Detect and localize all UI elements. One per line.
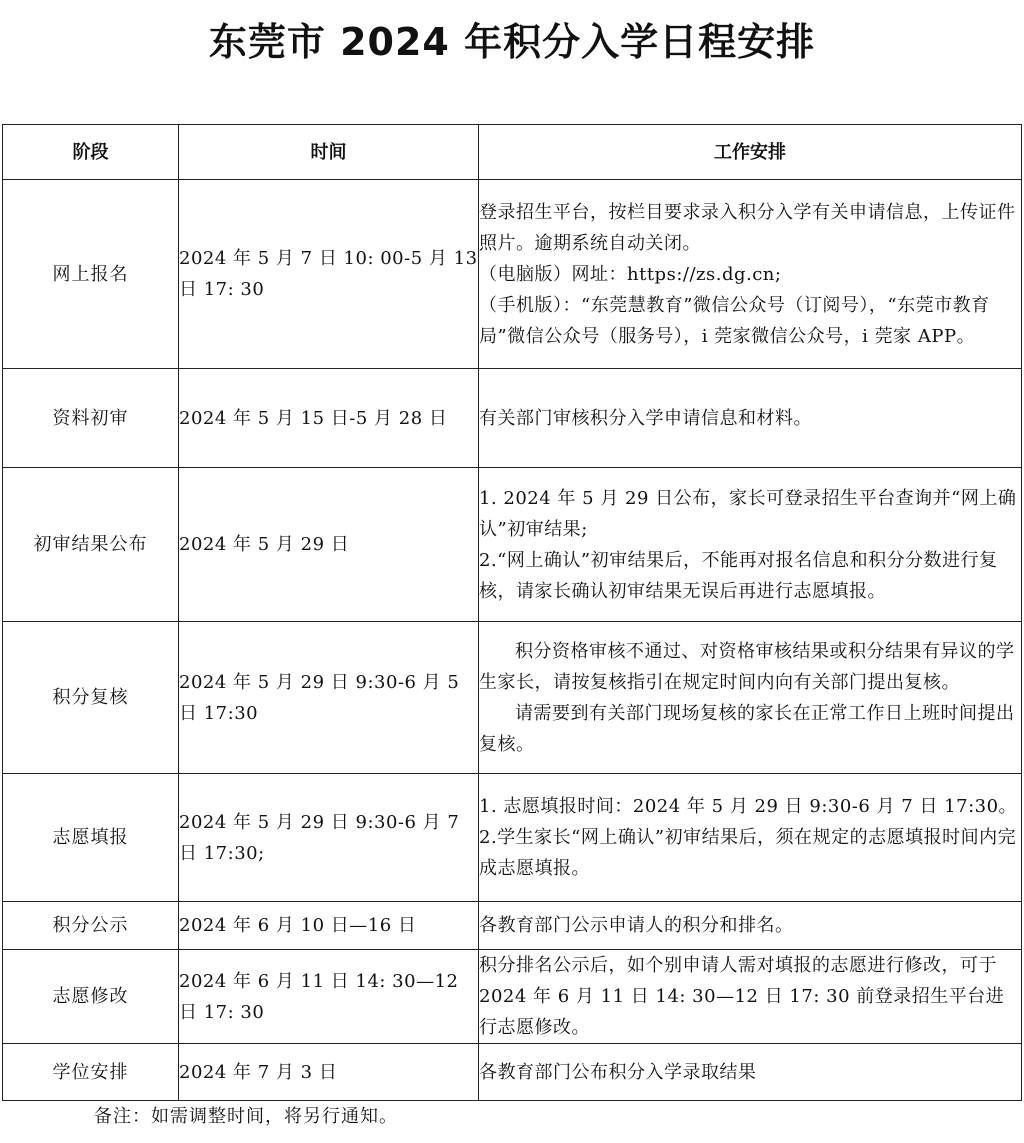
table-row	[3, 950, 1022, 1044]
work-paragraph: 2.学生家长“网上确认”初审结果后，须在规定的志愿填报时间内完成志愿填报。	[479, 827, 1017, 879]
work-paragraph: 有关部门审核积分入学申请信息和材料。	[479, 407, 812, 429]
work-paragraph: 各教育部门公布积分入学录取结果	[479, 1061, 757, 1083]
stage-cell: 学位安排	[3, 1044, 179, 1101]
stage-cell: 网上报名	[3, 180, 179, 369]
table-row	[3, 622, 1022, 774]
table-row	[3, 774, 1022, 902]
work-cell	[479, 622, 1022, 774]
work-paragraph: 请需要到有关部门现场复核的家长在正常工作日上班时间提出复核。	[479, 702, 1015, 755]
table-row	[3, 1044, 1022, 1101]
work-paragraph: 1. 2024 年 5 月 29 日公布，家长可登录招生平台查询并“网上确认”初审结果;	[479, 487, 1017, 540]
stage-cell: 积分公示	[3, 902, 179, 950]
time-cell: 2024 年 6 月 11 日 14: 30—12 日 17: 30	[179, 950, 479, 1044]
time-cell: 2024 年 5 月 15 日-5 月 28 日	[179, 369, 479, 468]
schedule-table	[2, 124, 1022, 1101]
work-paragraph: 1. 志愿填报时间：2024 年 5 月 29 日 9:30-6 月 7 日 17:30。	[479, 796, 1018, 817]
work-cell	[479, 950, 1022, 1044]
work-cell	[479, 180, 1022, 369]
table-row	[3, 369, 1022, 468]
work-paragraph: （电脑版）网址：https://zs.dg.cn;	[479, 263, 782, 285]
table-row	[3, 468, 1022, 622]
stage-cell: 积分复核	[3, 622, 179, 774]
time-cell: 2024 年 6 月 10 日—16 日	[179, 902, 479, 950]
time-cell: 2024 年 5 月 29 日	[179, 468, 479, 622]
table-header-row	[3, 125, 1022, 180]
work-paragraph: 积分排名公示后，如个别申请人需对填报的志愿进行修改，可于 2024 年 6 月 11 日 14: 30—12 日 17: 30 前登录招生平台进行志愿修改。	[479, 955, 1005, 1038]
header-work: 工作安排	[479, 125, 1022, 180]
work-paragraph: 2.“网上确认”初审结果后，不能再对报名信息和积分分数进行复核，请家长确认初审结果无误后再进行志愿填报。	[479, 549, 998, 602]
time-cell: 2024 年 5 月 7 日 10: 00-5 月 13 日 17: 30	[179, 180, 479, 369]
work-paragraph: 各教育部门公示申请人的积分和排名。	[479, 915, 794, 936]
work-cell	[479, 1044, 1022, 1101]
work-cell	[479, 369, 1022, 468]
work-paragraph: 积分资格审核不通过、对资格审核结果或积分结果有异议的学生家长，请按复核指引在规定时间内向有关部门提出复核。	[479, 640, 1015, 693]
time-cell: 2024 年 5 月 29 日 9:30-6 月 5 日 17:30	[179, 622, 479, 774]
work-paragraph: 登录招生平台，按栏目要求录入积分入学有关申请信息，上传证件照片。逾期系统自动关闭。	[479, 201, 1016, 254]
table-row	[3, 180, 1022, 369]
work-cell	[479, 902, 1022, 950]
time-cell: 2024 年 5 月 29 日 9:30-6 月 7 日 17:30;	[179, 774, 479, 902]
work-cell	[479, 468, 1022, 622]
work-cell	[479, 774, 1022, 902]
stage-cell: 资料初审	[3, 369, 179, 468]
header-time: 时间	[179, 125, 479, 180]
footnote: 备注：如需调整时间，将另行通知。	[94, 1106, 398, 1127]
stage-cell: 初审结果公布	[3, 468, 179, 622]
page-title: 东莞市 2024 年积分入学日程安排	[208, 20, 816, 64]
stage-cell: 志愿修改	[3, 950, 179, 1044]
stage-cell: 志愿填报	[3, 774, 179, 902]
time-cell: 2024 年 7 月 3 日	[179, 1044, 479, 1101]
header-stage: 阶段	[3, 125, 179, 180]
table-row	[3, 902, 1022, 950]
work-paragraph: （手机版）：“东莞慧教育”微信公众号（订阅号），“东莞市教育局”微信公众号（服务号），i 莞家微信公众号，i 莞家 APP。	[479, 294, 990, 347]
